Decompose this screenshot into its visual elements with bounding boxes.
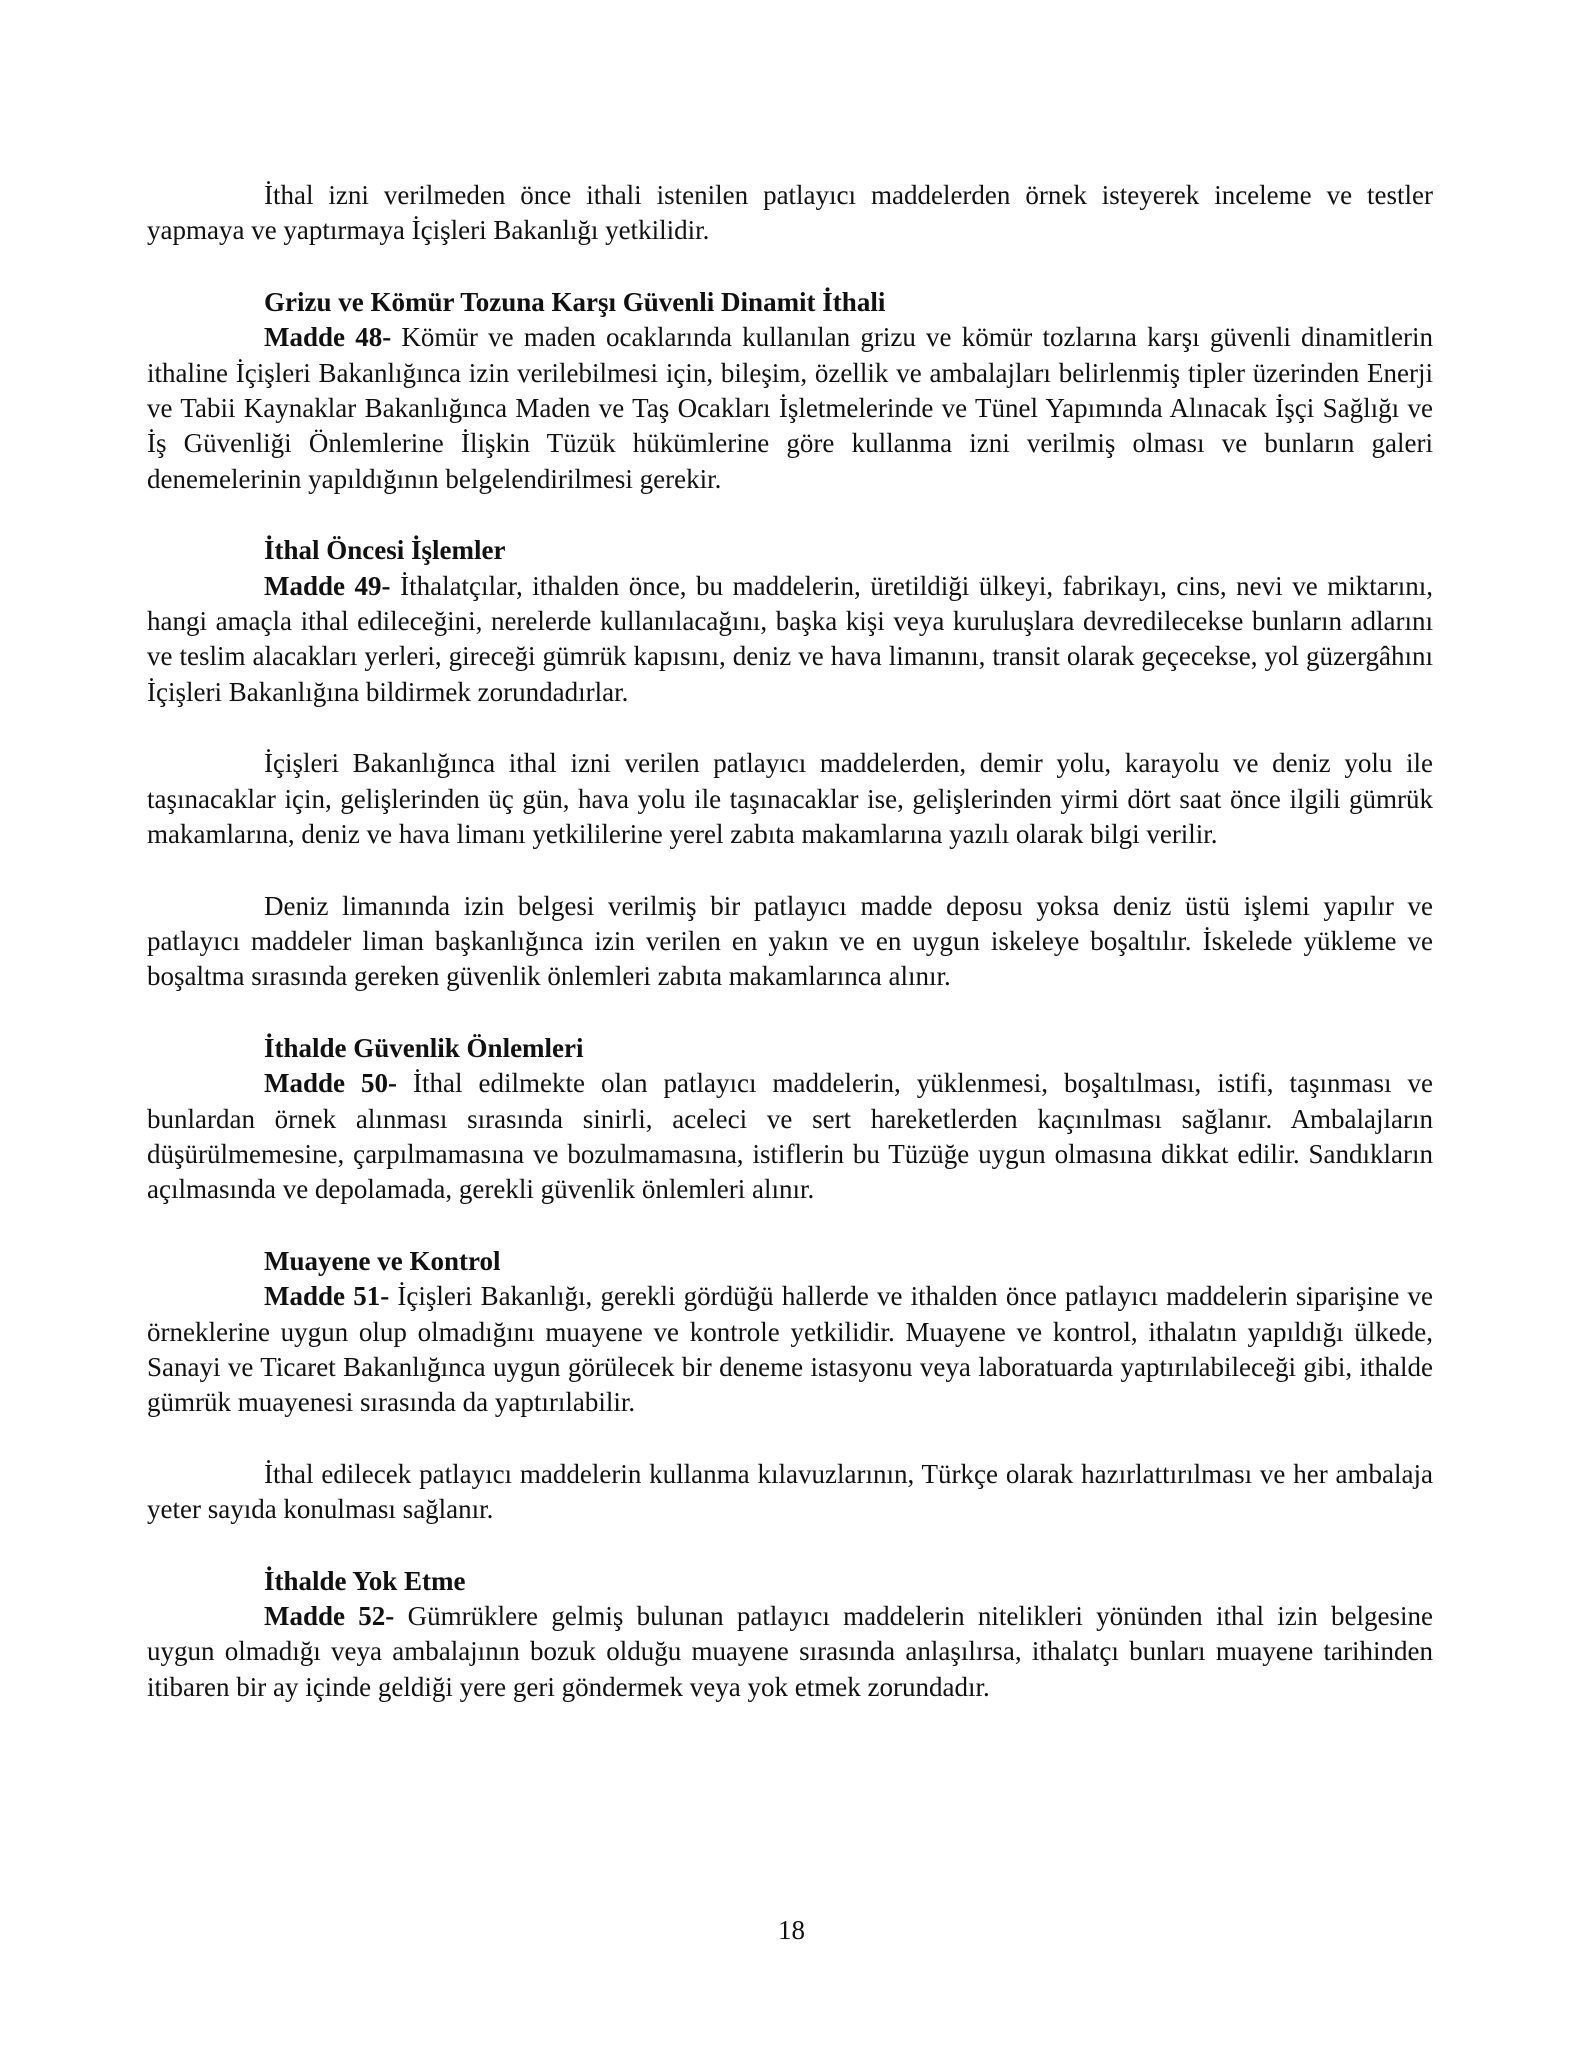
body-paragraph: İthal edilecek patlayıcı maddelerin kullanma kılavuzlarının, Türkçe olarak hazırlattırılması ve her ambalaja yeter sayıda konulması sağlanır. bbox=[147, 1458, 1433, 1525]
article-label: Madde 51- bbox=[264, 1281, 390, 1312]
article-label: Madde 52- bbox=[264, 1601, 395, 1631]
intro-paragraph: İthal izni verilmeden önce ithali istenilen patlayıcı maddelerden örnek isteyerek inceleme ve testler yapmaya ve yaptırmaya İçişleri Bakanlığı yetkilidir. bbox=[147, 180, 1433, 246]
section-gap bbox=[147, 249, 1433, 285]
section-heading: İthalde Yok Etme bbox=[264, 1565, 466, 1596]
paragraph-gap bbox=[147, 1421, 1433, 1457]
article-text: Kömür ve maden ocaklarında kullanılan grizu ve kömür tozlarına karşı güvenli dinamitlerin ithaline İçişleri Bakanlığınca izin verilebilmesi için, bileşim, özellik ve ambalajları belirlenmiş tipler üzerinden Enerji ve Tabii Kaynaklar Bakanlığınca Maden ve Taş Ocakları İşletmelerinde ve Tünel Yapımında Alınacak İşçi Sağlığı ve İş Güvenliği Önlemlerine İlişkin Tüzük hükümlerine göre kullanma izni verilmiş olması ve bunların galeri denemelerinin yapıldığının belgelendirilmesi gerekir. bbox=[147, 322, 1434, 494]
article-label: Madde 50- bbox=[264, 1068, 398, 1099]
article-paragraph bbox=[147, 569, 1433, 711]
section-ithal-oncesi bbox=[147, 533, 1433, 994]
section-ithalde-guvenlik bbox=[147, 1031, 1433, 1208]
page-number: 18 bbox=[778, 1915, 805, 1945]
paragraph-gap bbox=[147, 853, 1433, 889]
article-paragraph bbox=[147, 320, 1433, 497]
section-gap bbox=[147, 1528, 1433, 1564]
article-paragraph bbox=[147, 1279, 1433, 1421]
section-ithalde-yok-etme bbox=[147, 1564, 1433, 1706]
body-paragraph: Deniz limanında izin belgesi verilmiş bir patlayıcı madde deposu yoksa deniz üstü işlemi yapılır ve patlayıcı maddeler liman başkanlığınca izin verilen en yakın ve en uygun iskeleye boşaltılır. İskelede yükleme ve boşaltma sırasında gereken güvenlik önlemleri zabıta makamlarınca alınır. bbox=[147, 890, 1433, 992]
section-heading: Muayene ve Kontrol bbox=[264, 1245, 501, 1276]
section-muayene-kontrol bbox=[147, 1244, 1433, 1528]
paragraph-gap bbox=[147, 710, 1433, 746]
article-label: Madde 48- bbox=[264, 322, 392, 353]
article-text: İthal edilmekte olan patlayıcı maddelerin, yüklenmesi, boşaltılması, istifi, taşınması ve bunlardan örnek alınması sırasında sinirli, aceleci ve sert hareketlerden kaçınılması sağlanır. Ambalajların düşürülmemesine, çarpılmamasına ve bozulmamasına, istiflerin bu Tüzüğe uygun olmasına dikkat edilir. Sandıkların açılmasında ve depolamada, gerekli güvenlik önlemleri alınır. bbox=[147, 1068, 1433, 1205]
section-gap bbox=[147, 1208, 1433, 1244]
section-gap bbox=[147, 995, 1433, 1031]
section-heading: İthal Öncesi İşlemler bbox=[264, 535, 506, 566]
article-text: İçişleri Bakanlığı, gerekli gördüğü hallerde ve ithalden önce patlayıcı maddelerin siparişine ve örneklerine uygun olup olmadığını muayene ve kontrole yetkilidir. Muayene ve kontrol, ithalatın yapıldığı ülkede, Sanayi ve Ticaret Bakanlığınca uygun görülecek bir deneme istasyonu veya laboratuarda yaptırılabileceği gibi, ithalde gümrük muayenesi sırasında da yaptırılabilir. bbox=[147, 1281, 1433, 1418]
body-paragraph: İçişleri Bakanlığınca ithal izni verilen patlayıcı maddelerden, demir yolu, karayolu ve deniz yolu ile taşınacaklar için, gelişlerinden üç gün, hava yolu ile taşınacaklar ise, gelişlerinden yirmi dört saat önce ilgili gümrük makamlarına, deniz ve hava limanı yetkililerine yerel zabıta makamlarına yazılı olarak bilgi verilir. bbox=[147, 748, 1433, 850]
document-page bbox=[147, 178, 1433, 1705]
section-heading: İthalde Güvenlik Önlemleri bbox=[264, 1032, 584, 1063]
section-gap bbox=[147, 497, 1433, 533]
article-label: Madde 49- bbox=[264, 570, 391, 601]
section-grizu bbox=[147, 285, 1433, 497]
article-paragraph bbox=[147, 1599, 1433, 1705]
article-text: İthalatçılar, ithalden önce, bu maddelerin, üretildiği ülkeyi, fabrikayı, cins, nevi ve miktarını, hangi amaçla ithal edileceğini, nerelerde kullanılacağını, başka kişi veya kuruluşlara devredilecekse bunların adlarını ve teslim alacakları yerleri, gireceği gümrük kapısını, deniz ve hava limanını, transit olarak geçecekse, yol güzergâhını İçişleri Bakanlığına bildirmek zorundadırlar. bbox=[147, 570, 1433, 707]
article-paragraph bbox=[147, 1066, 1433, 1208]
section-heading: Grizu ve Kömür Tozuna Karşı Güvenli Dinamit İthali bbox=[264, 286, 886, 317]
article-text: Gümrüklere gelmiş bulunan patlayıcı maddelerin nitelikleri yönünden ithal izin belgesine uygun olmadığı veya ambalajının bozuk olduğu muayene sırasında anlaşılırsa, ithalatçı bunları muayene tarihinden itibaren bir ay içinde geldiği yere geri göndermek veya yok etmek zorundadır. bbox=[147, 1601, 1433, 1702]
